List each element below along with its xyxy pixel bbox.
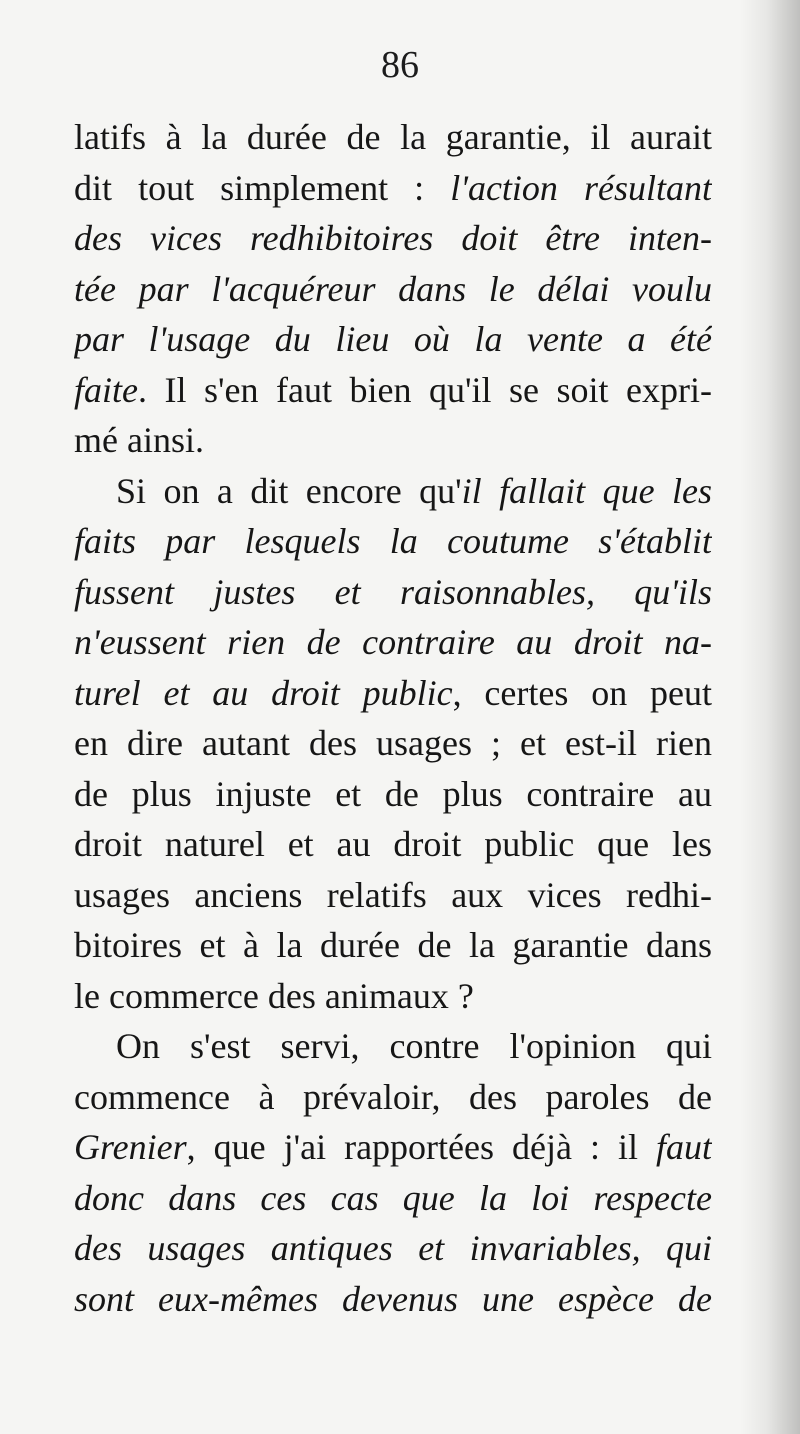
text-line xyxy=(74,819,712,870)
text-line xyxy=(74,1021,712,1072)
italic-text: l'action résultant xyxy=(450,167,712,208)
text-line xyxy=(74,567,712,618)
text-line xyxy=(74,870,712,921)
text-segment: dit tout simplement : xyxy=(74,167,451,208)
text-line xyxy=(74,365,712,416)
text-segment: mé ainsi. xyxy=(74,420,204,460)
text-line xyxy=(74,769,712,820)
text-segment: , que j'ai rapportées déjà : il xyxy=(186,1127,656,1167)
italic-text: Grenier xyxy=(74,1127,187,1167)
text-line xyxy=(74,1072,712,1123)
italic-text: il fallait que les xyxy=(461,470,712,511)
italic-text: sont eux-mêmes devenus une espèce de xyxy=(74,1278,712,1319)
text-line xyxy=(74,112,712,163)
text-line xyxy=(74,213,712,264)
text-segment: . Il s'en faut bien qu'il se soit expri- xyxy=(137,369,712,410)
text-segment: de plus injuste et de plus contraire au xyxy=(74,773,712,814)
text-segment: On s'est servi, contre l'opinion qui xyxy=(116,1026,712,1066)
italic-text: faits par lesquels la coutume s'établit xyxy=(74,521,712,561)
text-segment: usages anciens relatifs aux vices redhi- xyxy=(74,874,712,915)
text-line xyxy=(74,516,712,567)
italic-text: faite xyxy=(74,369,138,410)
text-line xyxy=(74,415,712,466)
text-line xyxy=(74,466,712,517)
italic-text: turel et au droit public xyxy=(74,672,453,713)
text-segment: commence à prévaloir, des paroles de xyxy=(74,1076,712,1117)
italic-text: des usages antiques et invariables, qui xyxy=(74,1228,712,1268)
italic-text: n'eussent rien de contraire au droit na- xyxy=(74,622,712,662)
text-line xyxy=(74,617,712,668)
text-segment: Si on a dit encore qu' xyxy=(116,470,462,511)
text-segment: bitoires et à la durée de la garantie dans xyxy=(74,925,712,965)
text-segment: en dire autant des usages ; et est-il rien xyxy=(74,723,712,763)
body-text xyxy=(74,112,712,1324)
text-line xyxy=(74,1223,712,1274)
text-segment: , certes on peut xyxy=(452,672,712,713)
text-line xyxy=(74,264,712,315)
text-line xyxy=(74,1274,712,1325)
italic-text: fussent justes et raisonnables, qu'ils xyxy=(74,571,712,612)
italic-text: tée par l'acquéreur dans le délai voulu xyxy=(74,268,712,309)
text-line xyxy=(74,920,712,971)
page-number: 86 xyxy=(381,44,419,86)
text-line xyxy=(74,718,712,769)
text-line xyxy=(74,668,712,719)
text-line xyxy=(74,971,712,1022)
text-segment: droit naturel et au droit public que les xyxy=(74,824,712,864)
italic-text: des vices redhibitoires doit être inten- xyxy=(74,218,712,258)
text-segment: le commerce des animaux ? xyxy=(74,975,474,1016)
italic-text: par l'usage du lieu où la vente a été xyxy=(74,319,712,359)
italic-text: faut xyxy=(655,1127,712,1167)
binding-shadow xyxy=(740,0,800,1434)
text-segment: latifs à la durée de la garantie, il aurait xyxy=(74,117,712,157)
italic-text: donc dans ces cas que la loi respecte xyxy=(74,1177,712,1218)
text-line xyxy=(74,314,712,365)
text-line xyxy=(74,1122,712,1173)
text-line xyxy=(74,1173,712,1224)
text-line xyxy=(74,163,712,214)
